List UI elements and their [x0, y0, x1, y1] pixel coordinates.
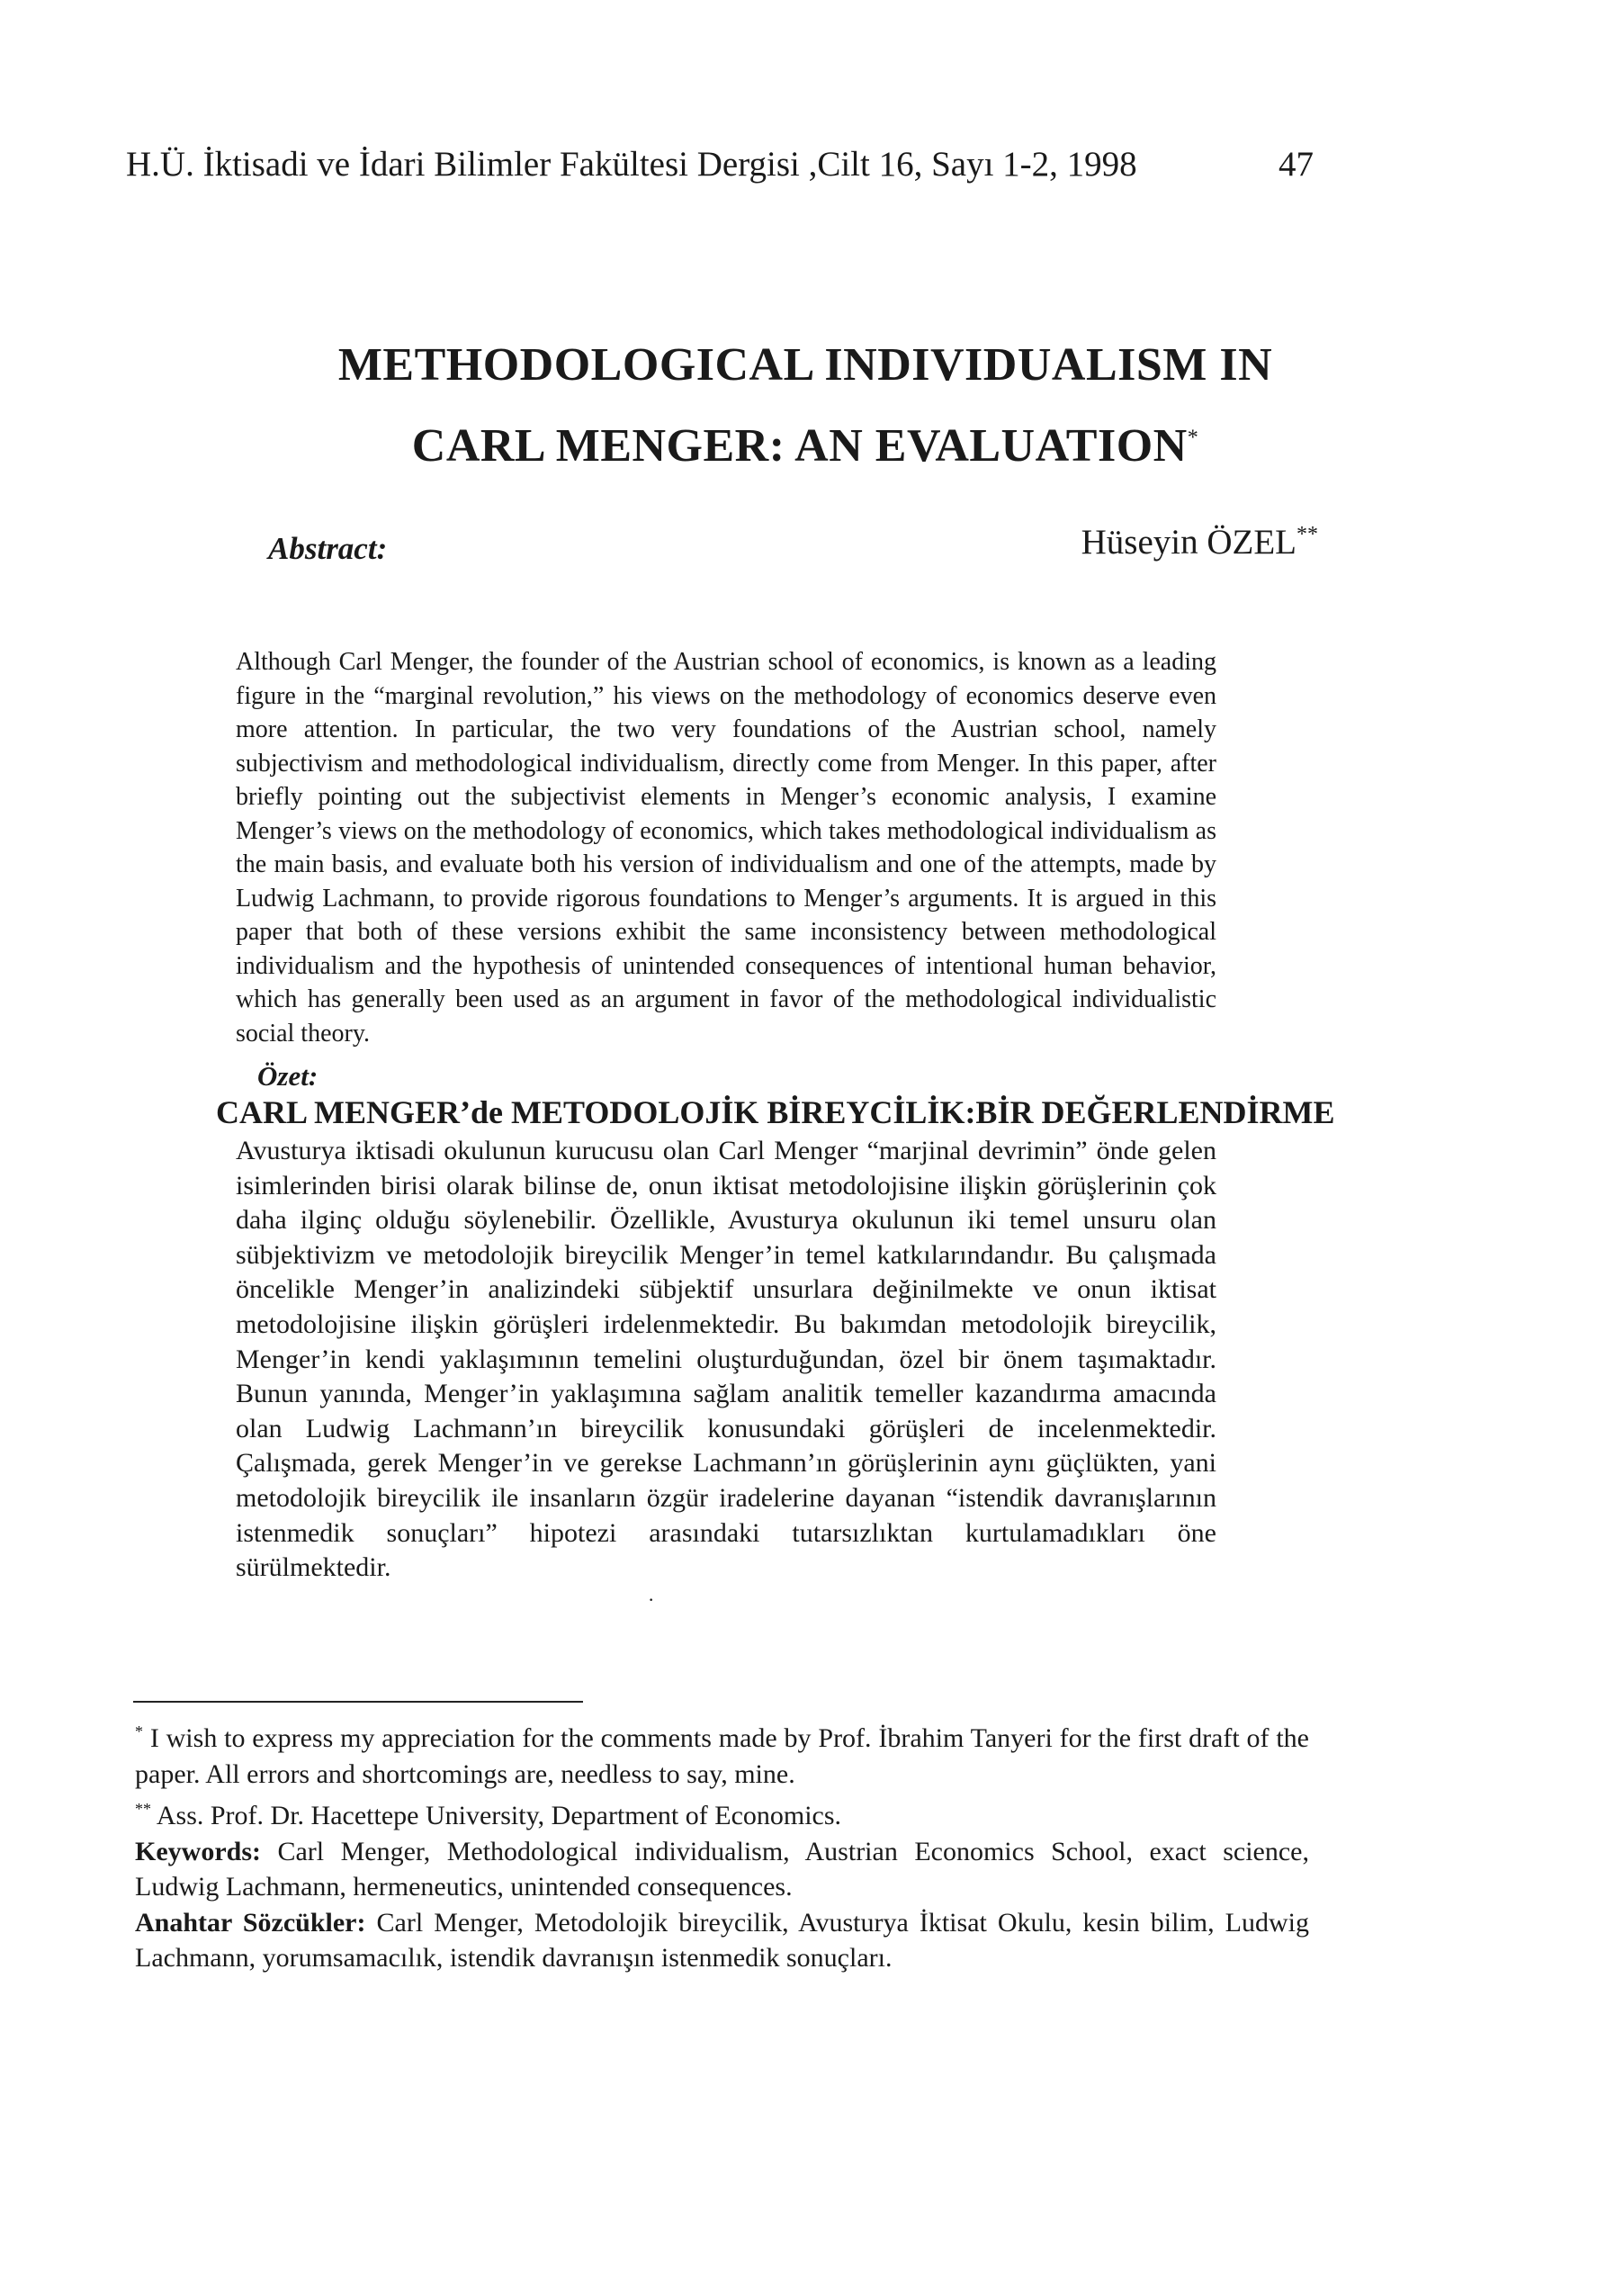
footnote-1	[135, 1714, 1309, 1792]
keywords	[135, 1834, 1309, 1905]
footnote-2-text: Ass. Prof. Dr. Hacettepe University, Department of Economics.	[156, 1801, 842, 1830]
paper-title-line-1: METHODOLOGICAL INDIVIDUALISM IN	[337, 339, 1273, 391]
footnote-2-mark: **	[135, 1800, 151, 1818]
page-number: 47	[1279, 145, 1314, 184]
anahtar-label: Anahtar Sözcükler:	[135, 1907, 366, 1938]
journal-citation: H.Ü. İktisadi ve İdari Bilimler Fakültesi Dergisi ,Cilt 16, Sayı 1-2, 1998	[126, 145, 1137, 184]
abstract-text: Although Carl Menger, the founder of the Austrian school of economics, is known as a leading figure in the “marginal revolution,” his views on the methodology of economics deserve even more attention. In particular, the two very foundations of the Austrian school, namely subjectivism and methodological individualism, directly come from Menger. In this paper, after briefly pointing out the subjectivist elements in Menger’s economic analysis, I examine Menger’s views on the methodology of economics, which takes methodological individualism as the main basis, and evaluate both his version of individualism and one of the attempts, made by Ludwig Lachmann, to provide rigorous foundations to Menger’s arguments. It is argued in this paper that both of these versions exhibit the same inconsistency between methodological individualism and the hypothesis of unintended consequences of intentional human behavior, which has generally been used as an argument in favor of the methodological individualistic social theory.	[236, 648, 1216, 1048]
author-name	[1081, 522, 1318, 562]
abstract-label: Abstract:	[268, 531, 388, 566]
paper-title-line-2	[126, 419, 1485, 472]
ozet-title: CARL MENGER’de METODOLOJİK BİREYCİLİK:BİR DEĞERLENDİRME	[216, 1094, 1335, 1130]
anahtar-text: Carl Menger, Metodolojik bireycilik, Avusturya İktisat Okulu, kesin bilim, Ludwig Lachmann, yorumsamacılık, istendik davranışın istenmedik sonuçları.	[135, 1907, 1309, 1973]
footnote-1-mark: *	[135, 1722, 143, 1740]
author-footnote-mark: **	[1297, 523, 1318, 546]
footnote-2	[135, 1792, 1309, 1834]
ozet-label: Özet:	[257, 1060, 319, 1092]
author-name-text: Hüseyin ÖZEL	[1081, 523, 1297, 562]
footnote-1-text: I wish to express my appreciation for the comments made by Prof. İbrahim Tanyeri for the first draft of the paper. All errors and shortcomings are, needless to say, mine.	[135, 1723, 1309, 1789]
scan-speck: ·	[648, 1588, 655, 1611]
running-header	[126, 144, 1314, 184]
footnotes-block	[135, 1714, 1309, 1976]
ozet-text: Avusturya iktisadi okulunun kurucusu olan Carl Menger “marjinal devrimin” önde gelen isimlerinden birisi olarak bilinse de, onun iktisat metodolojisine ilişkin görüşlerinin çok daha ilginç olduğu söylenebilir. Özellikle, Avusturya okulunun iki temel unsuru olan sübjektivizm ve metodolojik bireycilik Menger’in temel katkılarındandır. Bu çalışmada öncelikle Menger’in analizindeki sübjektif unsurlara değinilmekte ve onun iktisat metodolojisine ilişkin görüşleri irdelenmektedir. Bu bakımdan metodolojik bireycilik, Menger’in kendi yaklaşımının temelini oluşturduğundan, özel bir önem taşımaktadır. Bunun yanında, Menger’in yaklaşımına sağlam analitik temeller kazandırma amacında olan Ludwig Lachmann’ın bireycilik konusundaki görüşleri de incelenmektedir. Çalışmada, gerek Menger’in ve gerekse Lachmann’ın görüşlerinin aynı güçlükten, yani metodolojik bireycilik ile insanların özgür iradelerine dayanan “istendik davranışlarının istenmedik sonuçları” hipotezi arasındaki tutarsızlıktan kurtulamadıkları öne sürülmektedir.	[236, 1136, 1216, 1583]
anahtar-sozcukler	[135, 1905, 1309, 1976]
footnote-separator	[133, 1701, 583, 1703]
paper-title-line-2-text: CARL MENGER: AN EVALUATION	[411, 420, 1188, 472]
keywords-text: Carl Menger, Methodological individualism, Austrian Economics School, exact science, Ludwig Lachmann, hermeneutics, unintended consequences.	[135, 1836, 1309, 1902]
keywords-label: Keywords:	[135, 1836, 261, 1866]
title-footnote-mark: *	[1187, 426, 1199, 450]
